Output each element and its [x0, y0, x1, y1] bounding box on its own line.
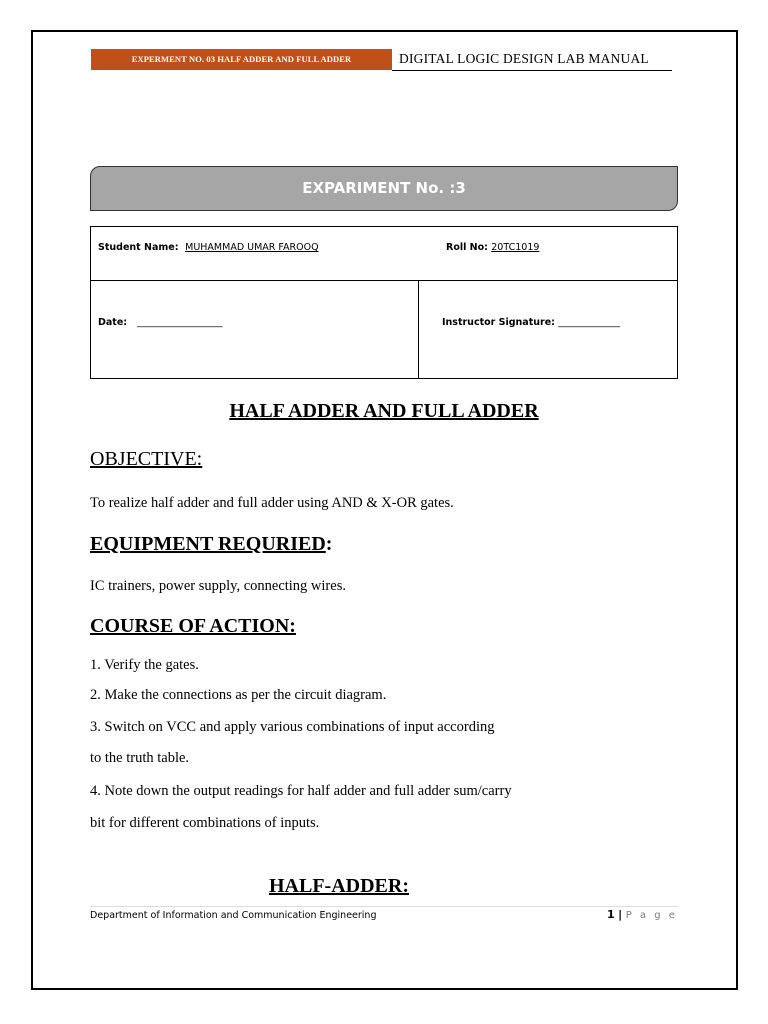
roll-no-field	[446, 242, 539, 253]
date-field	[98, 317, 223, 328]
header-experiment-label: EXPERMENT NO. 03 HALF ADDER AND FULL ADDER	[91, 49, 392, 70]
course-step-2: 2. Make the connections as per the circuit diagram.	[90, 687, 387, 703]
course-step-4-cont: bit for different combinations of inputs.	[90, 815, 320, 831]
course-step-1: 1. Verify the gates.	[90, 657, 199, 673]
equipment-heading-colon: :	[325, 533, 333, 555]
date-label: Date:	[98, 317, 128, 328]
footer-page-number	[607, 908, 677, 921]
equipment-heading	[90, 533, 332, 556]
footer-department: Department of Information and Communication Engineering	[90, 910, 377, 921]
roll-no-value: 20TC1019	[491, 242, 540, 253]
roll-no-label: Roll No:	[446, 242, 488, 253]
experiment-banner: EXPARIMENT No. :3	[90, 166, 678, 211]
instructor-signature-label: Instructor Signature:	[442, 317, 555, 328]
page-word: P a g e	[625, 910, 678, 921]
student-name-field	[98, 242, 319, 253]
page-number: 1	[607, 908, 615, 921]
instructor-signature-blank: _____________	[558, 317, 621, 328]
student-info-table	[90, 226, 678, 379]
student-name-value: MUHAMMAD UMAR FAROOQ	[185, 242, 319, 253]
info-row-student	[91, 227, 677, 281]
course-step-3: 3. Switch on VCC and apply various combinations of input according	[90, 719, 495, 735]
student-name-label: Student Name:	[98, 242, 179, 253]
course-of-action-heading: COURSE OF ACTION:	[90, 615, 296, 637]
date-blank: __________________	[137, 317, 223, 328]
equipment-heading-text: EQUIPMENT REQURIED	[90, 533, 326, 555]
info-divider	[418, 280, 419, 379]
footer-divider	[90, 906, 678, 907]
header-manual-title: DIGITAL LOGIC DESIGN LAB MANUAL	[392, 49, 672, 71]
instructor-signature-field	[442, 317, 620, 328]
objective-text: To realize half adder and full adder using AND & X-OR gates.	[90, 495, 454, 511]
course-step-4: 4. Note down the output readings for half adder and full adder sum/carry	[90, 783, 512, 799]
course-step-3-cont: to the truth table.	[90, 750, 190, 766]
document-title: HALF ADDER AND FULL ADDER	[229, 400, 539, 422]
half-adder-heading: HALF-ADDER:	[269, 875, 409, 897]
equipment-text: IC trainers, power supply, connecting wires.	[90, 578, 346, 594]
objective-heading: OBJECTIVE:	[90, 448, 203, 470]
page-separator: |	[618, 908, 623, 921]
